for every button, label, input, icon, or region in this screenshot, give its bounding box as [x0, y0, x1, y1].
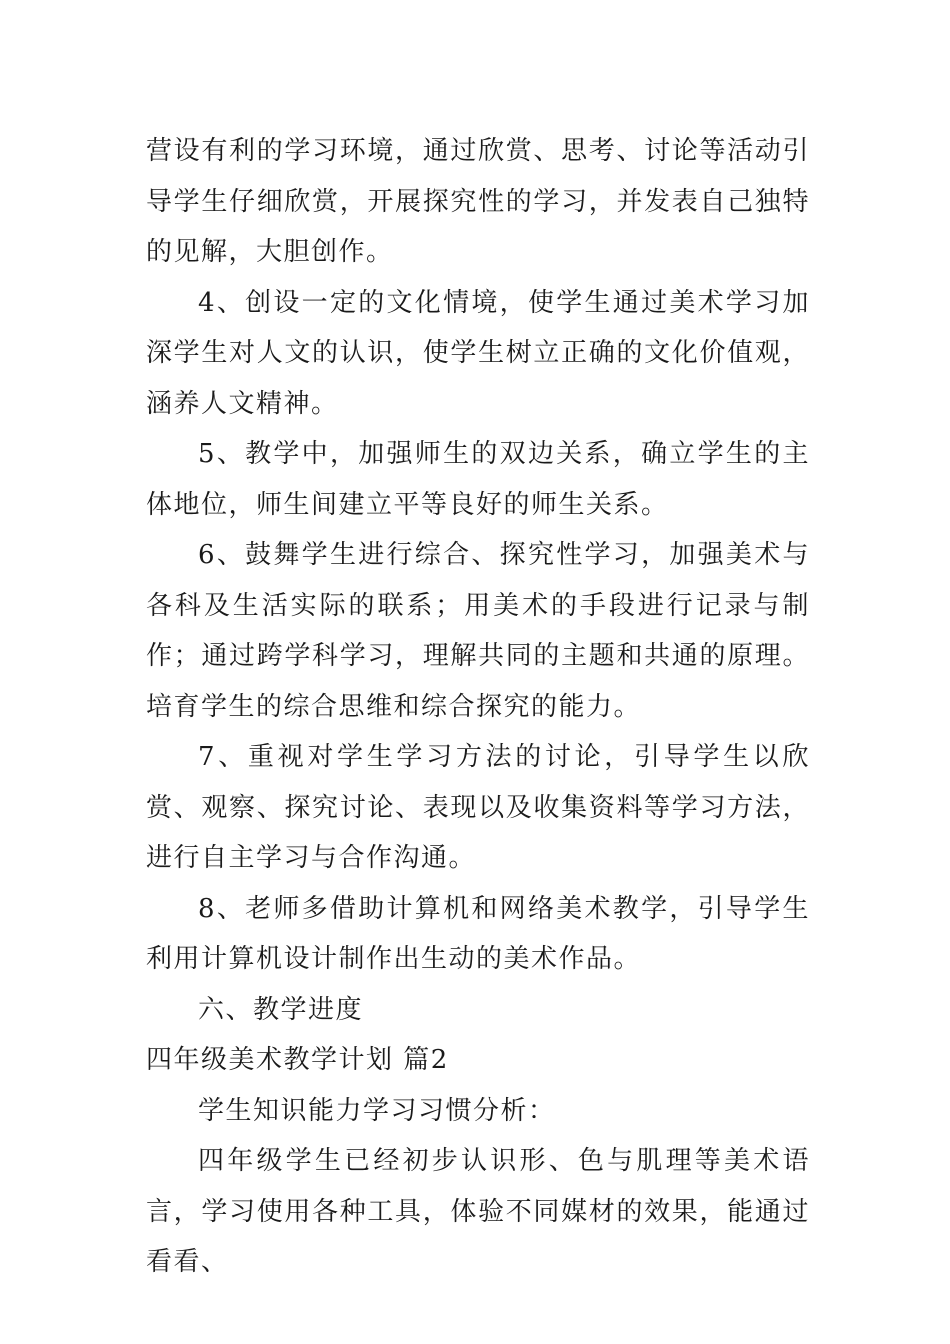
- paragraph-item-7: 7、重视对学生学习方法的讨论，引导学生以欣赏、观察、探究讨论、表现以及收集资料等学习方法，进行自主学习与合作沟通。: [146, 742, 810, 873]
- document-body: [146, 126, 810, 1288]
- paragraph-item-8: 8、老师多借助计算机和网络美术教学，引导学生利用计算机设计制作出生动的美术作品。: [146, 893, 810, 974]
- paragraph-item-4: 4、创设一定的文化情境，使学生通过美术学习加深学生对人文的认识，使学生树立正确的文化价值观，涵养人文精神。: [146, 287, 810, 419]
- article-title: 四年级美术教学计划 篇2: [146, 1045, 449, 1075]
- paragraph-analysis-label: 学生知识能力学习习惯分析：: [198, 1095, 556, 1126]
- section-heading-teaching-progress: 六、教学进度: [198, 994, 364, 1025]
- paragraph-item-6: 6、鼓舞学生进行综合、探究性学习，加强美术与各科及生活实际的联系；用美术的手段进行记录与制作；通过跨学科学习，理解共同的主题和共通的原理。培育学生的综合思维和综合探究的能力。: [146, 540, 810, 722]
- paragraph-analysis-body: 四年级学生已经初步认识形、色与肌理等美术语言，学习使用各种工具，体验不同媒材的效果，能通过看看、: [146, 1146, 810, 1277]
- paragraph-continuation: 营设有利的学习环境，通过欣赏、思考、讨论等活动引导学生仔细欣赏，开展探究性的学习，并发表自己独特的见解，大胆创作。: [146, 136, 810, 267]
- paragraph-item-5: 5、教学中，加强师生的双边关系，确立学生的主体地位，师生间建立平等良好的师生关系。: [146, 439, 810, 520]
